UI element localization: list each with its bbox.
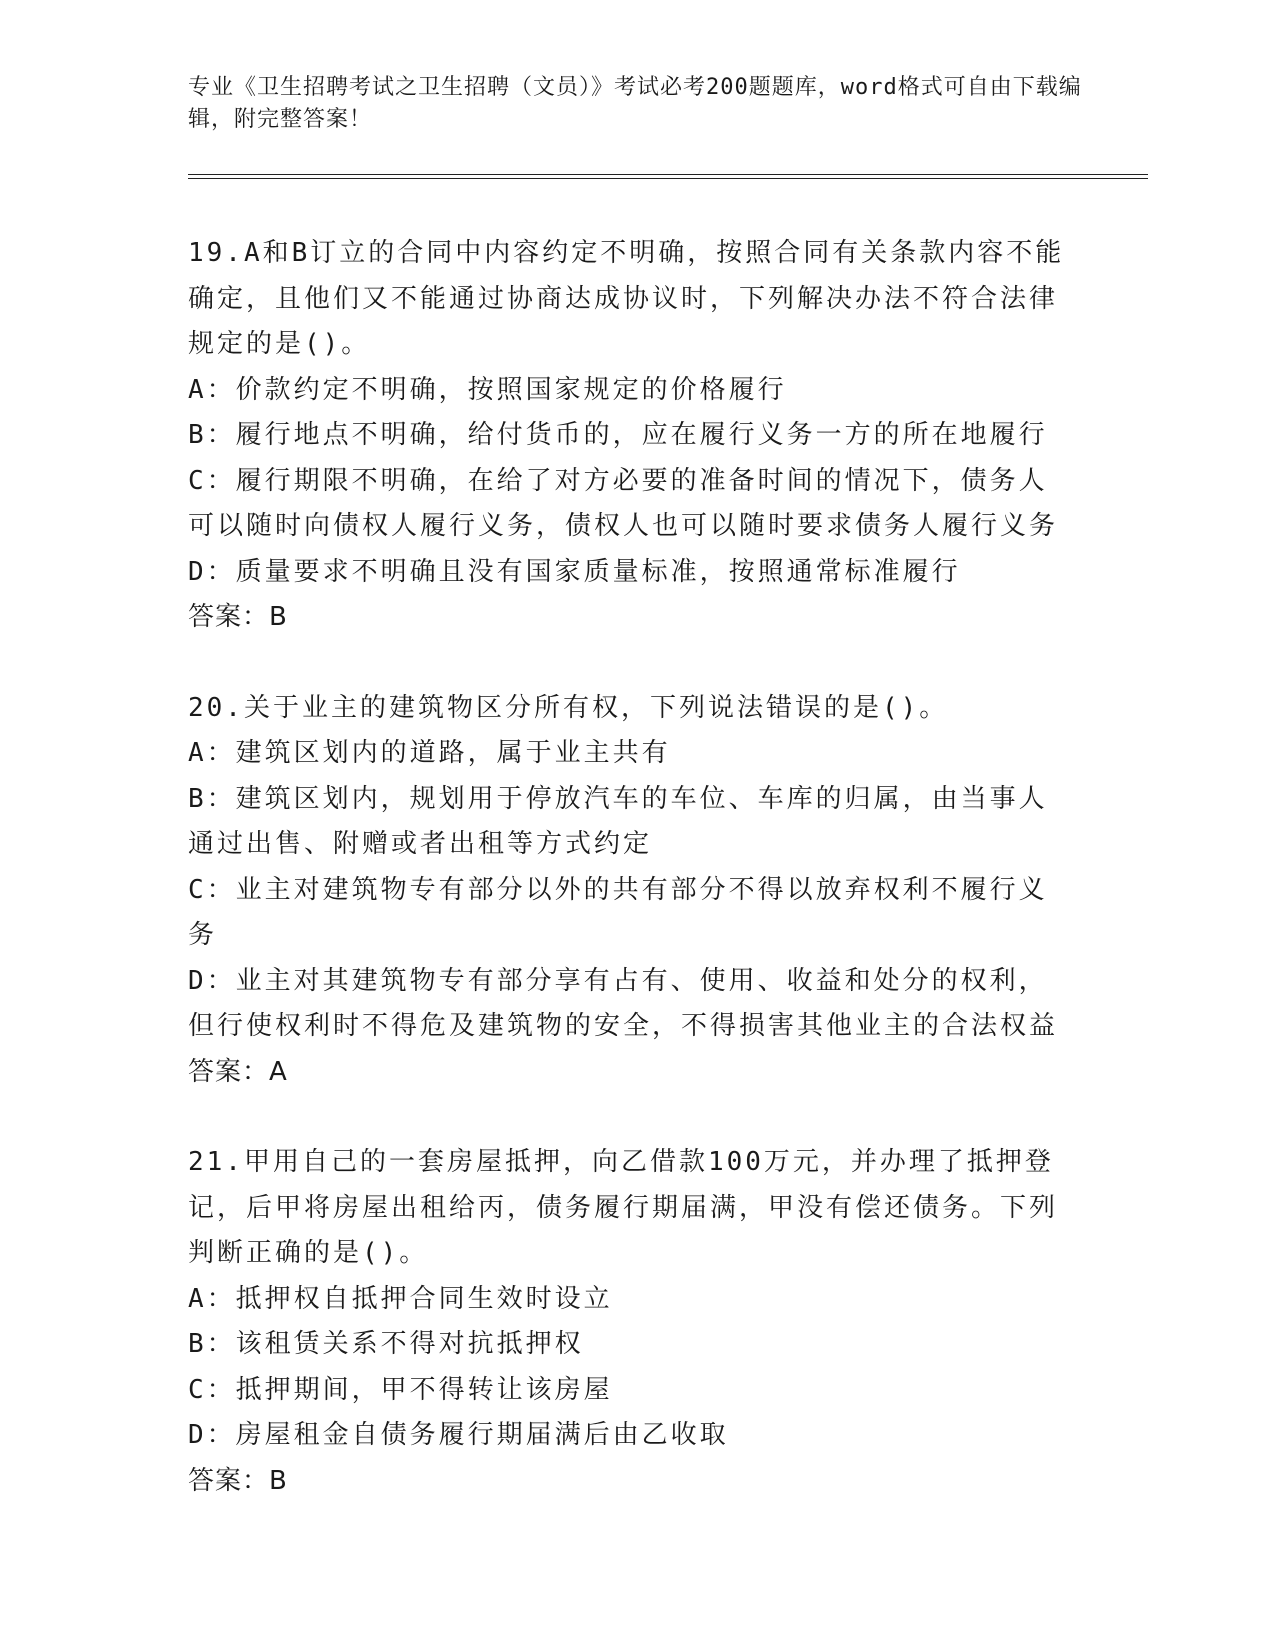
document-header: 专业《卫生招聘考试之卫生招聘（文员）》考试必考200题题库，word格式可自由下载编辑，附完整答案！ — [188, 75, 1082, 132]
option-b: B：履行地点不明确，给付货币的，应在履行义务一方的所在地履行 — [188, 420, 1048, 450]
option-d: D：质量要求不明确且没有国家质量标准，按照通常标准履行 — [188, 556, 961, 587]
option-b: B：该租赁关系不得对抗抵押权 — [188, 1329, 584, 1359]
option-c: C：抵押期间，甲不得转让该房屋 — [188, 1374, 613, 1405]
document-page — [188, 72, 1148, 1504]
option-a: A：抵押权自抵押合同生效时设立 — [188, 1283, 613, 1314]
header-divider — [188, 174, 1148, 179]
option-b: B：建筑区划内，规划用于停放汽车的车位、车库的归属，由当事人通过出售、附赠或者出租等方式约定 — [188, 783, 1048, 859]
question-stem: 19.A和B订立的合同中内容约定不明确，按照合同有关条款内容不能确定，且他们又不能通过协商达成协议时，下列解决办法不符合法律规定的是()。 — [188, 238, 1065, 359]
option-a: A：建筑区划内的道路，属于业主共有 — [188, 738, 671, 768]
answer: 答案：B — [188, 602, 288, 632]
question-19 — [188, 231, 1068, 641]
option-c: C：业主对建筑物专有部分以外的共有部分不得以放弃权利不履行义务 — [188, 874, 1048, 950]
option-d: D：房屋租金自债务履行期届满后由乙收取 — [188, 1420, 729, 1450]
question-stem: 21.甲用自己的一套房屋抵押，向乙借款100万元，并办理了抵押登记，后甲将房屋出租给丙，债务履行期届满，甲没有偿还债务。下列判断正确的是()。 — [188, 1147, 1059, 1268]
question-21 — [188, 1140, 1068, 1504]
option-c: C：履行期限不明确，在给了对方必要的准备时间的情况下，债务人可以随时向债权人履行义务，债权人也可以随时要求债务人履行义务 — [188, 465, 1059, 541]
answer: 答案：B — [188, 1465, 288, 1496]
option-d: D：业主对其建筑物专有部分享有占有、使用、收益和处分的权利，但行使权利时不得危及建筑物的安全，不得损害其他业主的合法权益 — [188, 965, 1059, 1041]
option-a: A：价款约定不明确，按照国家规定的价格履行 — [188, 374, 787, 405]
question-20 — [188, 686, 1068, 1096]
question-stem: 20.关于业主的建筑物区分所有权，下列说法错误的是()。 — [188, 692, 949, 723]
answer: 答案：A — [188, 1056, 288, 1087]
